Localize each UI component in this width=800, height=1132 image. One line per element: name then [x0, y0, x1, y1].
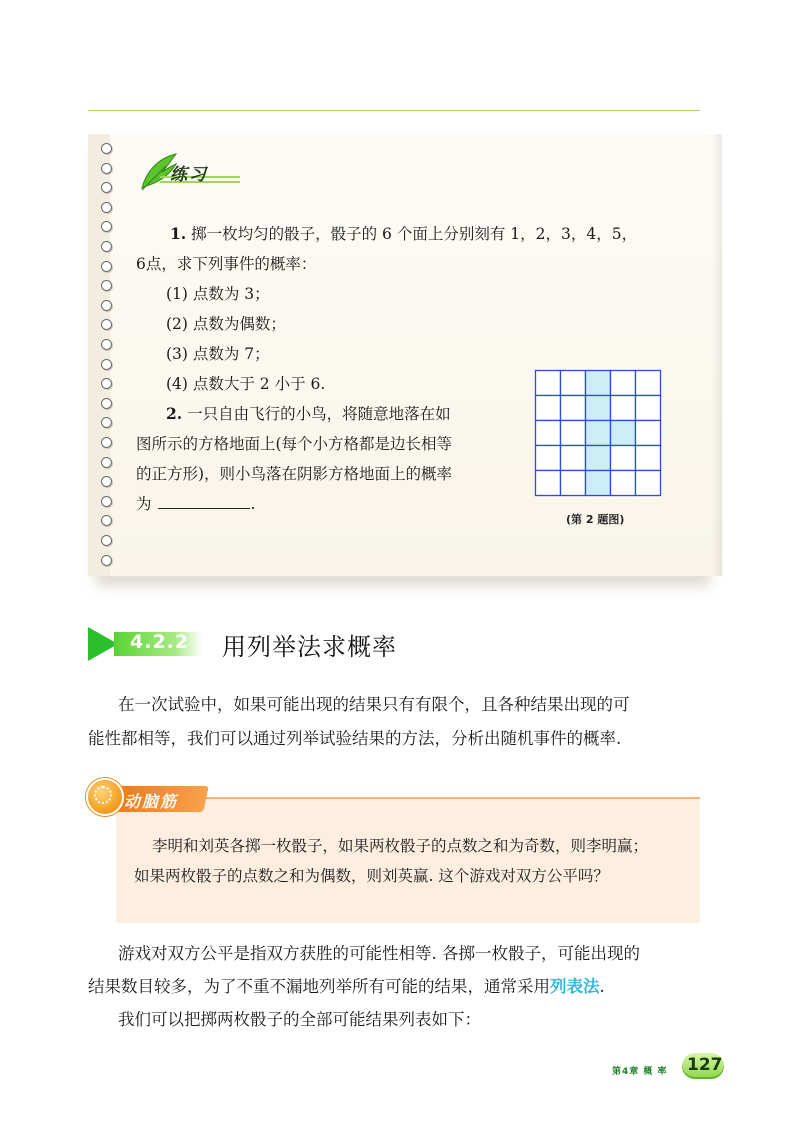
- grid-cell: [536, 471, 561, 496]
- grid-cell: [611, 471, 636, 496]
- body-text: .: [599, 977, 605, 996]
- sub-item: (1) 点数为 3；: [166, 285, 270, 303]
- binding-ring: [101, 359, 112, 370]
- keyword-highlight: 列表法: [550, 977, 600, 996]
- question-2-continued: 图所示的方格地面上(每个小方格都是边长相等: [136, 435, 453, 453]
- shaded-grid-cell: [586, 471, 611, 496]
- question-1-continued: 6点，求下列事件的概率：: [136, 255, 317, 273]
- section-title: 用列举法求概率: [222, 633, 397, 661]
- question-2-continued: 的正方形)，则小鸟落在阴影方格地面上的概率: [136, 465, 453, 483]
- binding-ring: [101, 300, 112, 311]
- body-paragraph-line: 游戏对双方公平是指双方获胜的可能性相等. 各掷一枚骰子，可能出现的: [118, 944, 640, 963]
- body-paragraph-line: [88, 976, 605, 998]
- grid-cell: [536, 371, 561, 396]
- think-box: [116, 799, 700, 923]
- binding-ring: [101, 398, 112, 409]
- grid-cell: [561, 471, 586, 496]
- answer-blank[interactable]: [158, 494, 250, 509]
- section-number: 4.2.2: [130, 631, 190, 653]
- question-1: [170, 224, 637, 244]
- answer-line: [136, 494, 255, 514]
- shaded-grid-cell: [611, 421, 636, 446]
- shaded-grid-cell: [586, 421, 611, 446]
- sub-item: (3) 点数为 7；: [166, 345, 270, 363]
- square-grid-figure: [534, 369, 664, 499]
- binding-ring: [101, 241, 112, 252]
- grid-cell: [636, 421, 661, 446]
- body-paragraph-line: 我们可以把掷两枚骰子的全部可能结果列表如下：: [118, 1010, 481, 1029]
- grid-cell: [561, 396, 586, 421]
- grid-cell: [611, 396, 636, 421]
- binding-ring: [101, 143, 112, 154]
- answer-prefix: 为: [136, 495, 152, 513]
- body-text: 结果数目较多，为了不重不漏地列举所有可能的结果，通常采用: [88, 977, 550, 996]
- binding-ring: [101, 261, 112, 272]
- binding-ring: [101, 496, 112, 507]
- binding-ring: [101, 339, 112, 350]
- shaded-grid-cell: [586, 396, 611, 421]
- think-text-line: 如果两枚骰子的点数之和为偶数，则刘英赢. 这个游戏对双方公平吗？: [134, 867, 609, 885]
- practice-title: 练习: [170, 165, 208, 185]
- grid-cell: [636, 396, 661, 421]
- grid-cell: [611, 371, 636, 396]
- sub-item: (2) 点数为偶数；: [166, 315, 286, 333]
- binding-ring: [101, 202, 112, 213]
- sub-item: (4) 点数大于 2 小于 6.: [166, 375, 326, 393]
- intro-paragraph-line: 在一次试验中，如果可能出现的结果只有有限个，且各种结果出现的可: [118, 695, 630, 714]
- answer-suffix: .: [250, 495, 256, 513]
- question-text: 一只自由飞行的小鸟，将随意地落在如: [187, 405, 451, 423]
- figure-caption: (第 2 题图): [566, 513, 625, 526]
- question-number: 1.: [170, 224, 187, 243]
- grid-cell: [636, 471, 661, 496]
- think-text-line: 李明和刘英各掷一枚骰子，如果两枚骰子的点数之和为奇数，则李明赢；: [152, 837, 649, 855]
- grid-cell: [561, 421, 586, 446]
- intro-paragraph-line: 能性都相等，我们可以通过列举试验结果的方法，分析出随机事件的概率.: [88, 729, 622, 748]
- question-number: 2.: [166, 404, 183, 423]
- grid-cell: [536, 421, 561, 446]
- grid-cell: [561, 446, 586, 471]
- binding-ring: [101, 437, 112, 448]
- binding-ring: [101, 555, 112, 566]
- think-rule: [200, 797, 700, 799]
- binding-ring: [101, 535, 112, 546]
- page-number: 127: [687, 1055, 723, 1075]
- question-2: [166, 404, 451, 424]
- binding-ring: [101, 163, 112, 174]
- grid-cell: [636, 446, 661, 471]
- chapter-label: 第4章 概 率: [612, 1067, 668, 1077]
- binding-ring: [101, 457, 112, 468]
- shaded-grid-cell: [586, 371, 611, 396]
- grid-cell: [536, 446, 561, 471]
- question-text: 掷一枚均匀的骰子，骰子的 6 个面上分别刻有 1，2，3，4，5，: [191, 225, 638, 243]
- grid-cell: [611, 446, 636, 471]
- grid-cell: [536, 396, 561, 421]
- shaded-grid-cell: [586, 446, 611, 471]
- top-rule: [88, 110, 700, 111]
- grid-cell: [561, 371, 586, 396]
- gear-icon: [94, 786, 112, 804]
- think-label: 动脑筋: [124, 792, 179, 811]
- grid-cell: [636, 371, 661, 396]
